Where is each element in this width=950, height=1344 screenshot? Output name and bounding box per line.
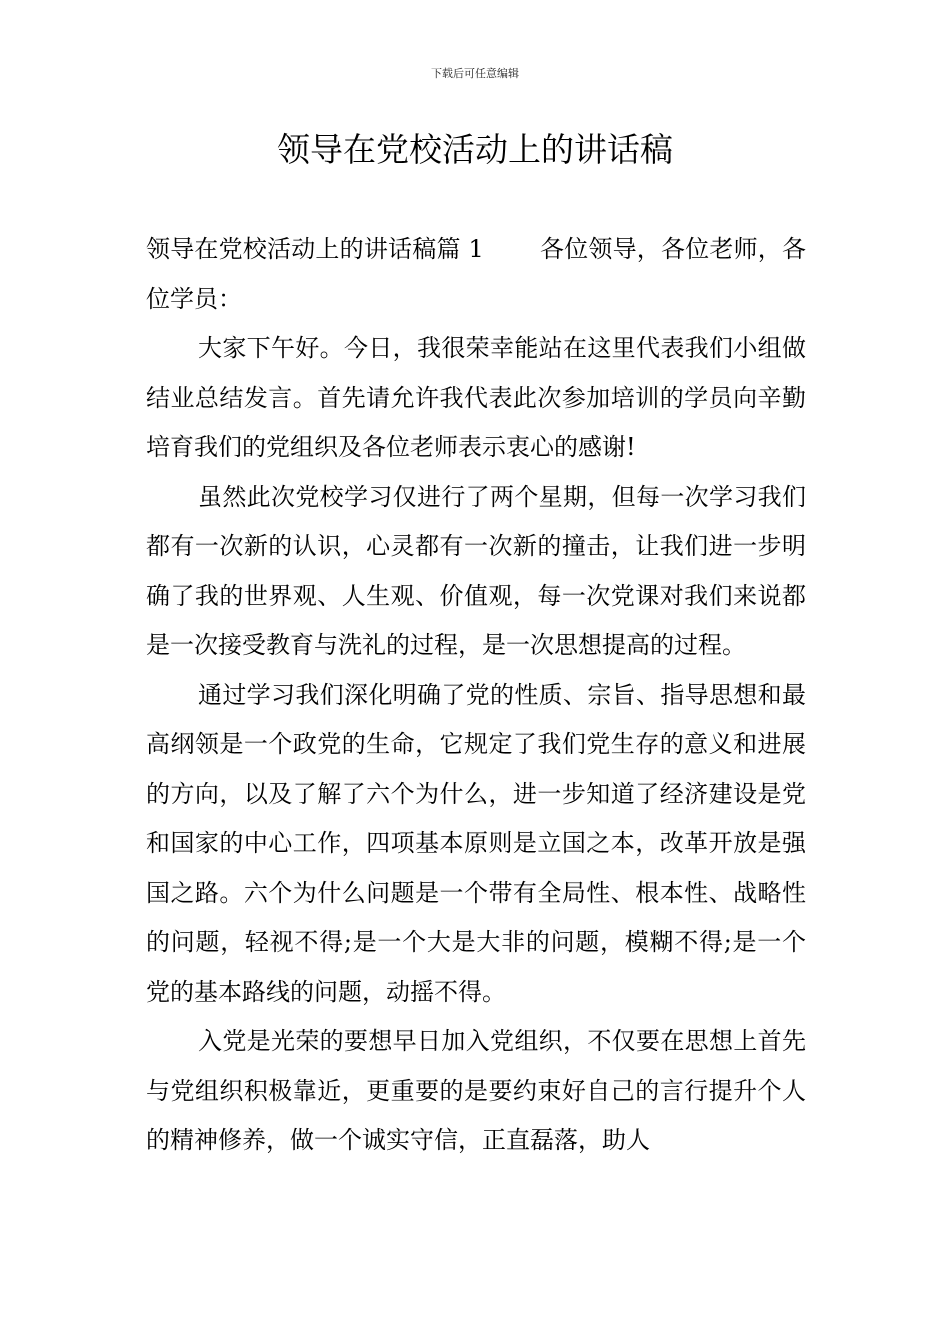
section-heading: 领导在党校活动上的讲话稿篇 1 — [146, 235, 484, 263]
header-note: 下载后可任意编辑 — [431, 67, 519, 80]
body-paragraph: 入党是光荣的要想早日加入党组织，不仅要在思想上首先与党组织积极靠近，更重要的是要约束好自己的言行提升个人的精神修养，做一个诚实守信，正直磊落，助人 — [146, 1027, 806, 1154]
body-paragraph: 虽然此次党校学习仅进行了两个星期，但每一次学习我们都有一次新的认识，心灵都有一次新的撞击，让我们进一步明确了我的世界观、人生观、价值观，每一次党课对我们来说都是一次接受教育与洗礼的过程，是一次思想提高的过程。 — [146, 482, 806, 659]
body-paragraph: 大家下午好。今日，我很荣幸能站在这里代表我们小组做结业总结发言。首先请允许我代表此次参加培训的学员向辛勤培育我们的党组织及各位老师表示衷心的感谢! — [146, 334, 806, 461]
body-paragraph: 通过学习我们深化明确了党的性质、宗旨、指导思想和最高纲领是一个政党的生命，它规定了我们党生存的意义和进展的方向，以及了解了六个为什么，进一步知道了经济建设是党和国家的中心工作，四项基本原则是立国之本，改革开放是强国之路。六个为什么问题是一个带有全局性、根本性、战略性的问题，轻视不得;是一个大是大非的问题，模糊不得;是一个党的基本路线的问题，动摇不得。 — [146, 680, 806, 1006]
intro-paragraph — [146, 225, 806, 324]
document-body — [146, 225, 806, 1166]
document-title: 领导在党校活动上的讲话稿 — [277, 130, 673, 169]
salutation: 各位领导，各位老师，各位学员： — [146, 235, 806, 313]
